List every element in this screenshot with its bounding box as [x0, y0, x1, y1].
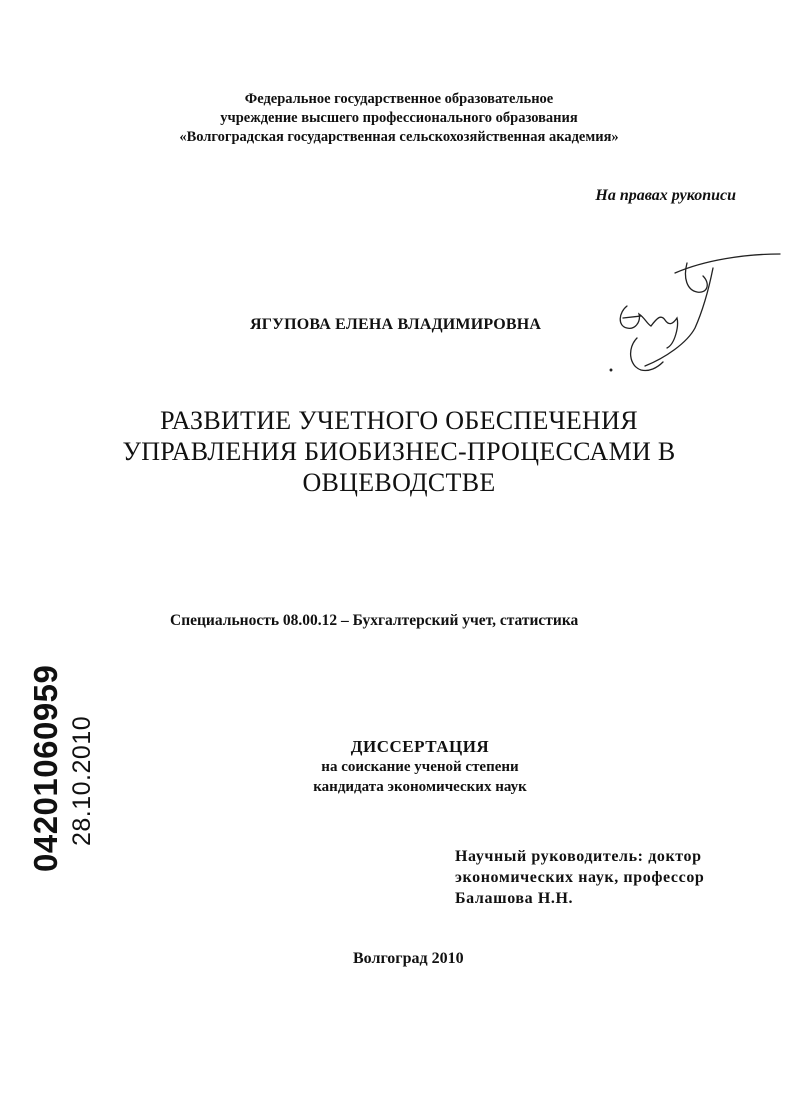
dissertation-line-2: кандидата экономических наук: [313, 779, 527, 795]
dissertation-line-1: на соискание ученой степени: [321, 759, 519, 775]
institution-line-3: «Волгоградская государственная сельскохозяйственная академия»: [179, 129, 619, 145]
institution-line-2: учреждение высшего профессионального образования: [220, 110, 578, 126]
institution: [0, 90, 798, 147]
city-year: Волгоград 2010: [353, 950, 464, 967]
title-line-2: УПРАВЛЕНИЯ БИОБИЗНЕС-ПРОЦЕССАМИ В: [122, 437, 676, 466]
supervisor-line-2: экономических наук, профессор: [455, 869, 705, 886]
author-name: ЯГУПОВА ЕЛЕНА ВЛАДИМИРОВНА: [250, 316, 542, 333]
signature-icon: [605, 248, 790, 378]
dissertation-heading: ДИССЕРТАЦИЯ: [350, 737, 490, 756]
stamp-number: 04201060959: [27, 664, 64, 872]
title-line-3: ОВЦЕВОДСТВЕ: [302, 468, 496, 497]
supervisor-line-1: Научный руководитель: доктор: [455, 848, 702, 865]
supervisor-line-3: Балашова Н.Н.: [455, 890, 574, 907]
manuscript-note: На правах рукописи: [595, 187, 736, 204]
specialty: Специальность 08.00.12 – Бухгалтерский учет, статистика: [170, 612, 579, 629]
title-line-1: РАЗВИТИЕ УЧЕТНОГО ОБЕСПЕЧЕНИЯ: [160, 406, 638, 435]
stamp-date: 28.10.2010: [68, 715, 96, 846]
supervisor: [455, 846, 704, 909]
dissertation-block: [0, 737, 798, 797]
dissertation-title: [0, 405, 798, 498]
institution-line-1: Федеральное государственное образовательное: [244, 91, 554, 107]
